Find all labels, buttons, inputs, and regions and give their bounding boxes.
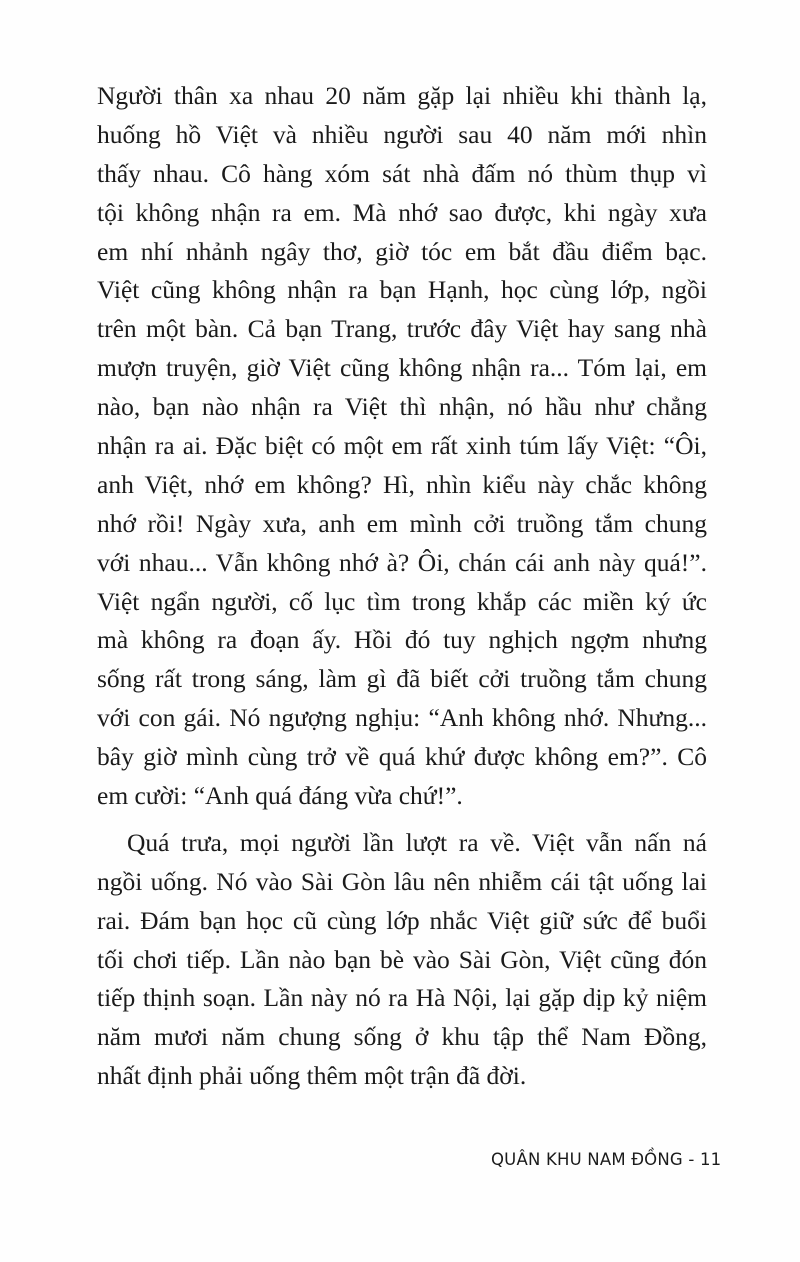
text-line: Việt cũng không nhận ra bạn Hạnh, học cùng lớp, ngồi: [97, 275, 707, 305]
text-line: thấy nhau. Cô hàng xóm sát nhà đấm nó thùm thụp vì: [97, 158, 707, 188]
text-line: tội không nhận ra em. Mà nhớ sao được, khi ngày xưa: [97, 197, 707, 227]
text-line: năm mươi năm chung sống ở khu tập thể Nam Đồng,: [97, 1022, 707, 1052]
text-line: huống hồ Việt và nhiều người sau 40 năm mới nhìn: [97, 119, 707, 149]
text-line: nhận ra ai. Đặc biệt có một em rất xinh túm lấy Việt: “Ôi,: [97, 431, 707, 461]
text-line: nhất định phải uống thêm một trận đã đời.: [97, 1061, 527, 1091]
text-line: mà không ra đoạn ấy. Hồi đó tuy nghịch ngợm nhưng: [97, 625, 707, 655]
text-line: Người thân xa nhau 20 năm gặp lại nhiều khi thành lạ,: [97, 81, 707, 110]
footer-separator: -: [682, 1150, 700, 1169]
text-line: Việt ngẩn người, cố lục tìm trong khắp các miền ký ức: [97, 586, 707, 616]
text-line: Quá trưa, mọi người lần lượt ra về. Việt vẫn nấn ná: [127, 827, 707, 857]
text-line: tiếp thịnh soạn. Lần này nó ra Hà Nội, lại gặp dịp kỷ niệm: [97, 983, 707, 1013]
page-number: 11: [699, 1150, 722, 1169]
text-line: em nhí nhảnh ngây thơ, giờ tóc em bắt đầu điểm bạc.: [97, 236, 707, 266]
text-line: tối chơi tiếp. Lần nào bạn bè vào Sài Gòn, Việt cũng đón: [97, 944, 707, 974]
text-line: em cười: “Anh quá đáng vừa chứ!”.: [97, 781, 463, 811]
text-line: nhớ rồi! Ngày xưa, anh em mình cởi truồng tắm chung: [97, 508, 707, 538]
body-text: [97, 77, 707, 1096]
text-line: với con gái. Nó ngượng nghịu: “Anh không nhớ. Nhưng...: [97, 703, 707, 733]
text-line: trên một bàn. Cả bạn Trang, trước đây Việt hay sang nhà: [97, 314, 707, 344]
text-line: bây giờ mình cùng trở về quá khứ được không em?”. Cô: [97, 742, 707, 772]
text-line: mượn truyện, giờ Việt cũng không nhận ra... Tóm lại, em: [97, 353, 707, 383]
running-footer: [491, 1150, 722, 1170]
text-line: sống rất trong sáng, làm gì đã biết cởi truồng tắm chung: [97, 664, 707, 694]
paragraph-1: [97, 77, 707, 816]
text-line: ngồi uống. Nó vào Sài Gòn lâu nên nhiễm cái tật uống lai: [97, 866, 707, 896]
text-line: với nhau... Vẫn không nhớ à? Ôi, chán cái anh này quá!”.: [97, 547, 707, 577]
text-line: rai. Đám bạn học cũ cùng lớp nhắc Việt giữ sức để buổi: [97, 905, 707, 935]
paragraph-2: [97, 824, 707, 1096]
running-title: QUÂN KHU NAM ĐỒNG: [491, 1150, 683, 1169]
text-line: nào, bạn nào nhận ra Việt thì nhận, nó hầu như chẳng: [97, 392, 707, 422]
text-line: anh Việt, nhớ em không? Hì, nhìn kiểu này chắc không: [97, 469, 707, 499]
